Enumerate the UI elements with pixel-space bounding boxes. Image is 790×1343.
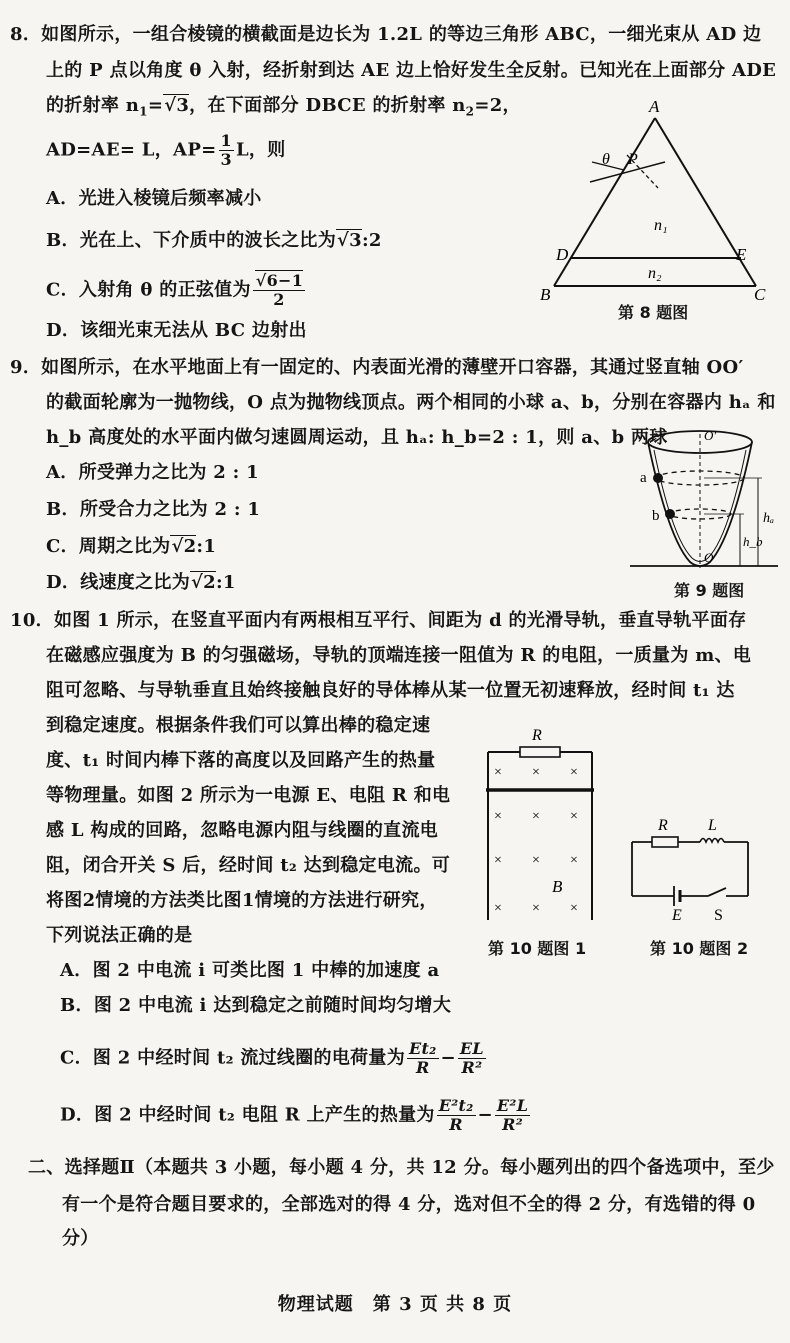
q10-line7: 感 L 构成的回路，忽略电源内阻与线圈的直流电: [46, 820, 439, 841]
svg-text:×: ×: [570, 901, 578, 916]
q8-label-n1: n₁: [654, 217, 668, 234]
q8-label-C: C: [754, 285, 766, 304]
section2-line1: 二、选择题Ⅱ（本题共 3 小题，每小题 4 分，共 12 分。每小题列出的四个备选项中，至少: [28, 1157, 775, 1178]
q10-line1: 10．如图 1 所示，在竖直平面内有两根相互平行、间距为 d 的光滑导轨，垂直导轨平面存: [10, 610, 747, 631]
q8-line3: 的折射率 $n_1=√3$，在下面部分 DBCE 的折射率 $n_2=2$，: [46, 95, 521, 119]
section2-line2: 有一个是符合题目要求的，全部选对的得 4 分，选对但不全的得 2 分，有选错的得 0: [62, 1194, 756, 1215]
svg-text:×: ×: [532, 853, 540, 868]
q10-fig1-label-B: B: [552, 877, 563, 896]
q8-option-d: D．该细光束无法从 BC 边射出: [46, 320, 307, 341]
q8-option-c: C．入射角 θ 的正弦值为 $\frac{√6-1}{2}$: [46, 271, 304, 309]
q8-prism-diagram: [530, 100, 780, 310]
svg-text:×: ×: [570, 809, 578, 824]
svg-text:×: ×: [494, 853, 502, 868]
q8-option-b: B．光在上、下介质中的波长之比为√3:2: [46, 230, 382, 251]
q9-line1: 9．如图所示，在水平地面上有一固定的、内表面光滑的薄壁开口容器，其通过竖直轴 OO′: [10, 357, 744, 378]
svg-text:×: ×: [570, 853, 578, 868]
q9-label-O-prime: O′: [704, 428, 717, 443]
q10-line9: 将图2情境的方法类比图1情境的方法进行研究，: [46, 890, 438, 911]
q10-line4: 到稳定速度。根据条件我们可以算出棒的稳定速: [46, 715, 431, 736]
q10-line2: 在磁感应强度为 B 的匀强磁场，导轨的顶端连接一阻值为 R 的电阻，一质量为 m、电: [46, 645, 752, 666]
q8-label-n2: n₂: [648, 265, 662, 282]
q10-line3: 阻可忽略、与导轨垂直且始终接触良好的导体棒从某一位置无初速释放，经时间 t₁ 达: [46, 680, 735, 701]
q8-option-a: A．光进入棱镜后频率减小: [46, 188, 262, 209]
q8-caption: 第 8 题图: [618, 303, 689, 322]
q8-label-theta: θ: [602, 151, 610, 168]
q8-label-B: B: [540, 285, 551, 304]
section2-line3: 分）: [62, 1228, 99, 1249]
q8-line4: AD=AE= L，AP= $\frac{1}{3}$ L，则: [46, 131, 286, 169]
svg-text:×: ×: [532, 765, 540, 780]
q10-line8: 阻，闭合开关 S 后，经时间 t₂ 达到稳定电流。可: [46, 855, 451, 876]
q10-option-d: D．图 2 中经时间 t₂ 电阻 R 上产生的热量为 $\frac{\text{E²t₂}}{R}$ − $\frac{\text{E²L}}{\text{R²}}$: [60, 1096, 529, 1134]
q10-fig1-rails-diagram: [480, 720, 600, 925]
q10-fig2-circuit-diagram: [622, 812, 757, 922]
svg-text:×: ×: [494, 809, 502, 824]
page-footer: 物理试题 第 3 页 共 8 页: [277, 1294, 513, 1315]
q10-fig2-caption: 第 10 题图 2: [650, 939, 749, 958]
q9-container-diagram: [628, 428, 788, 580]
q9-option-b: B．所受合力之比为 2 : 1: [46, 499, 261, 520]
svg-text:×: ×: [494, 901, 502, 916]
q10-fig2-label-E: E: [672, 907, 682, 922]
q9-label-O: O: [704, 550, 714, 565]
q9-label-hb: h_b: [743, 534, 763, 549]
q10-line5: 度、t₁ 时间内棒下落的高度以及回路产生的热量: [46, 750, 436, 771]
q9-label-a: a: [640, 470, 647, 486]
svg-text:×: ×: [532, 809, 540, 824]
q8-line2: 上的 P 点以角度 θ 入射，经折射到达 AE 边上恰好发生全反射。已知光在上面部分 ADE: [46, 60, 777, 81]
q10-fig2-label-L: L: [708, 817, 717, 834]
q9-label-ha: hₐ: [763, 511, 775, 526]
q8-line1: 8．如图所示，一组合棱镜的横截面是边长为 1.2L 的等边三角形 ABC，一细光束从 AD 边: [10, 24, 762, 45]
q10-option-a: A．图 2 中电流 i 可类比图 1 中棒的加速度 a: [60, 960, 440, 981]
q10-option-c: C．图 2 中经时间 t₂ 流过线圈的电荷量为 $\frac{\text{Et₂}}{R}$ − $\frac{EL}{\text{R²}}$: [60, 1039, 484, 1077]
q9-option-c: C．周期之比为√2:1: [46, 536, 217, 557]
q9-option-d: D．线速度之比为√2:1: [46, 572, 236, 593]
q10-line10: 下列说法正确的是: [46, 925, 193, 946]
svg-text:×: ×: [570, 765, 578, 780]
q8-label-A: A: [649, 100, 660, 116]
q10-line6: 等物理量。如图 2 所示为一电源 E、电阻 R 和电: [46, 785, 451, 806]
q9-caption: 第 9 题图: [674, 581, 745, 600]
q8-label-D: D: [556, 245, 569, 264]
q8-label-E: E: [736, 245, 747, 264]
q10-fig1-label-R: R: [532, 727, 542, 744]
q9-line2: 的截面轮廓为一抛物线，O 点为抛物线顶点。两个相同的小球 a、b，分别在容器内 hₐ 和: [46, 392, 776, 413]
svg-text:×: ×: [494, 765, 502, 780]
q9-line3: h_b 高度处的水平面内做匀速圆周运动，且 hₐ: h_b=2 : 1，则 a、b 两球: [46, 427, 668, 448]
svg-text:×: ×: [532, 901, 540, 916]
q8-label-P: P: [628, 151, 638, 168]
q9-option-a: A．所受弹力之比为 2 : 1: [46, 462, 259, 483]
q10-fig2-label-R: R: [658, 817, 668, 834]
q10-fig1-caption: 第 10 题图 1: [488, 939, 587, 958]
q9-label-b: b: [652, 508, 660, 524]
q10-fig2-label-S: S: [714, 907, 723, 922]
q10-option-b: B．图 2 中电流 i 达到稳定之前随时间均匀增大: [60, 995, 452, 1016]
